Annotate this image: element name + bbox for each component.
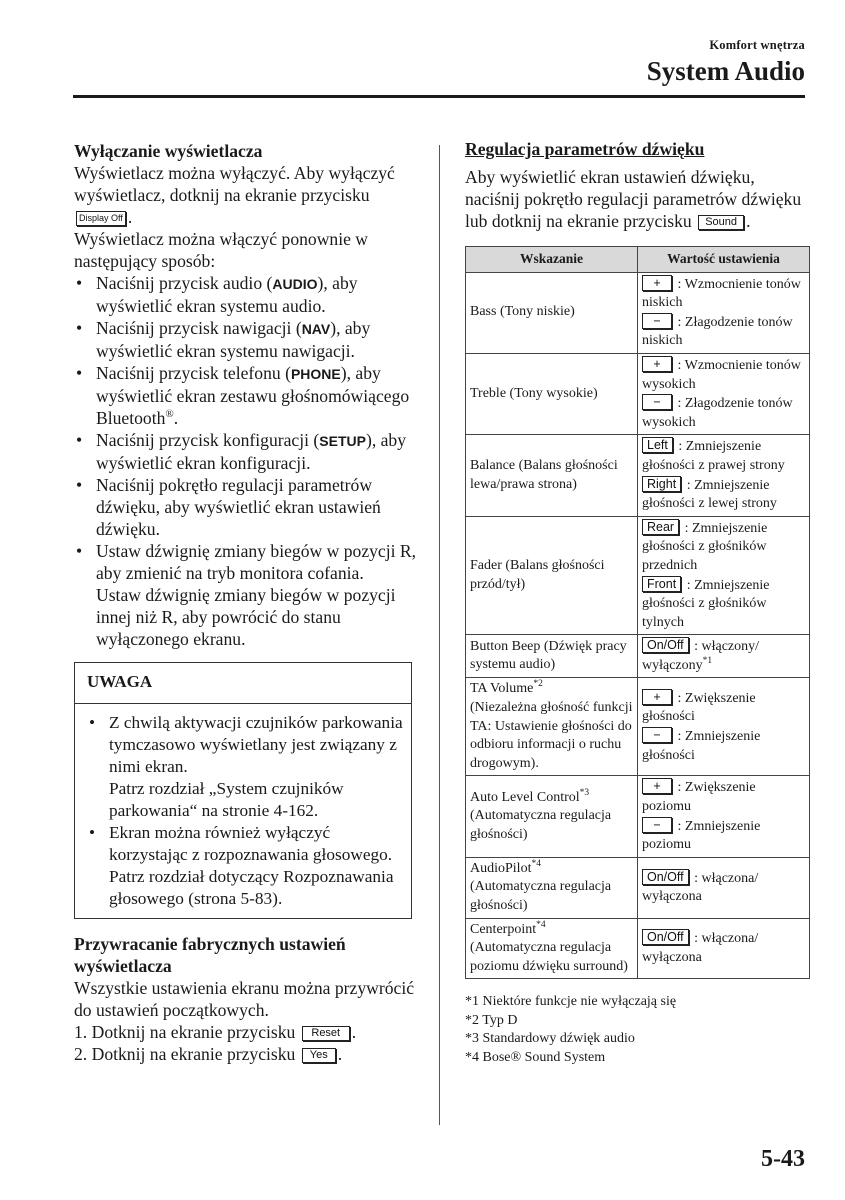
- bullet-text: Ustaw dźwignię zmiany biegów w pozycji innej niż R, aby powrócić do stanu wyłączonego ekranu.: [96, 585, 396, 649]
- table-row: [466, 678, 810, 776]
- restore-step: [74, 1021, 419, 1043]
- note-text: Ekran można również wyłączyć korzystając z rozpoznawania głosowego.: [109, 823, 393, 864]
- row-label: Fader (Balans głośności przód/tył): [466, 516, 638, 635]
- row-label-desc: (Automatyczna regulacja głośności): [470, 808, 612, 842]
- section-label: Komfort wnętrza: [709, 38, 805, 52]
- display-on-paragraph: Wyświetlacz można włączyć ponownie w następujący sposób:: [74, 229, 369, 271]
- value-text: : włączona/ wyłączona: [642, 870, 759, 905]
- step-number: 1.: [74, 1022, 88, 1042]
- display-off-text: Wyświetlacz można wyłączyć. Aby wyłączyć wyświetlacz, dotknij na ekranie przycisku: [74, 163, 395, 205]
- row-label: Bass (Tony niskie): [466, 272, 638, 353]
- bullet-text: Ustaw dźwignię zmiany biegów w pozycji R, aby zmienić na tryb monitora cofania.: [96, 541, 417, 583]
- list-item: [74, 540, 419, 650]
- table-row: [466, 516, 810, 635]
- column-header-value: Wartość ustawienia: [638, 247, 810, 273]
- table-row: [466, 857, 810, 918]
- row-label: [466, 857, 638, 918]
- left-button: Left: [642, 437, 673, 453]
- note-box: [74, 662, 412, 919]
- list-item: [74, 362, 419, 429]
- row-label-text: AudioPilot: [470, 860, 532, 876]
- minus-button: −: [642, 727, 672, 743]
- value-text: : Zmniejszenie głośności z głośników tylnych: [642, 577, 770, 630]
- row-value: [638, 857, 810, 918]
- page-number: 5-43: [761, 1146, 805, 1172]
- bullet-text: ), aby wyświetlić ekran systemu audio.: [96, 273, 358, 316]
- nav-key: NAV: [301, 321, 331, 337]
- table-row: [466, 272, 810, 353]
- value-text: : Zmniejszenie głośności z prawej strony: [642, 439, 785, 473]
- bullet-text: ), aby wyświetlić ekran systemu nawigacji.: [96, 318, 371, 361]
- rear-button: Rear: [642, 519, 679, 535]
- reset-button: Reset: [302, 1026, 350, 1041]
- step-text: Dotknij na ekranie przycisku: [91, 1044, 296, 1064]
- table-row: [466, 435, 810, 516]
- restore-heading: Przywracanie fabrycznych ustawień wyświetlacza: [74, 934, 346, 976]
- front-button: Front: [642, 576, 681, 592]
- row-value: [638, 918, 810, 979]
- bullet-text: Naciśnij przycisk nawigacji (: [96, 318, 302, 338]
- minus-button: −: [642, 313, 672, 329]
- header-rule: [73, 95, 805, 98]
- period: .: [173, 408, 179, 428]
- minus-button: −: [642, 817, 672, 833]
- footnote-marker: *3: [579, 787, 590, 798]
- display-on-methods: [74, 272, 419, 650]
- row-label-desc: (Niezależna głośność funkcji TA: Ustawienie głośności do odbioru informacji o ruchu drogowym).: [470, 700, 633, 771]
- row-label-text: Auto Level Control: [470, 789, 580, 805]
- note-list: [87, 712, 403, 910]
- footnote-marker: *2: [533, 679, 543, 690]
- sound-settings-heading: Regulacja parametrów dźwięku: [465, 139, 705, 159]
- row-label-text: TA Volume: [470, 681, 534, 697]
- row-value: [638, 678, 810, 776]
- list-item: [87, 712, 403, 822]
- right-button: Right: [642, 476, 681, 492]
- column-header-indication: Wskazanie: [466, 247, 638, 273]
- bullet-text: Naciśnij przycisk audio (: [96, 273, 273, 293]
- table-row: [466, 776, 810, 857]
- minus-button: −: [642, 394, 672, 410]
- note-title: UWAGA: [75, 663, 411, 704]
- row-label: Button Beep (Dźwięk pracy systemu audio): [466, 635, 638, 678]
- table-row: [466, 353, 810, 434]
- list-item: [87, 822, 403, 910]
- list-item: • Naciśnij pokrętło regulacji parametrów dźwięku, aby wyświetlić ekran ustawień dźwięku.: [74, 474, 419, 540]
- row-label-text: Centerpoint: [470, 921, 537, 937]
- plus-button: +: [642, 356, 672, 372]
- row-value: [638, 776, 810, 857]
- page-title: System Audio: [646, 56, 805, 86]
- period: .: [127, 207, 133, 227]
- row-label: [466, 678, 638, 776]
- period: .: [351, 1022, 357, 1042]
- on-off-button: On/Off: [642, 929, 689, 945]
- right-column: [465, 138, 810, 1067]
- value-text: : włączona/ wyłączona: [642, 931, 759, 965]
- setup-key: SETUP: [319, 433, 366, 449]
- bullet-text: ), aby wyświetlić ekran zestawu głośnomówiącego Bluetooth: [96, 363, 410, 428]
- table-row: [466, 918, 810, 979]
- period: .: [337, 1044, 343, 1064]
- registered-mark: ®: [165, 408, 174, 420]
- audio-key: AUDIO: [272, 276, 318, 292]
- row-label: [466, 776, 638, 857]
- note-reference: Patrz rozdział „System czujników parkowania“ na stronie 4-162.: [109, 779, 344, 820]
- plus-button: +: [642, 778, 672, 794]
- value-text: : Zmniejszenie poziomu: [642, 818, 761, 853]
- value-text: : Zmniejszenie głośności z głośników przednich: [642, 520, 768, 573]
- row-label-desc: (Automatyczna regulacja poziomu dźwięku surround): [470, 940, 628, 974]
- row-value: [638, 272, 810, 353]
- display-off-heading: Wyłączanie wyświetlacza: [74, 141, 263, 161]
- phone-key: PHONE: [290, 366, 341, 382]
- on-off-button: On/Off: [642, 869, 689, 885]
- left-column: [74, 140, 419, 1065]
- footnote: *3 Standardowy dźwięk audio: [465, 1031, 635, 1047]
- row-value: [638, 353, 810, 434]
- list-item: [74, 272, 419, 317]
- list-item: [74, 317, 419, 362]
- footnote: *1 Niektóre funkcje nie wyłączają się: [465, 994, 677, 1010]
- footnote-marker: *4: [536, 919, 546, 930]
- display-off-button: Display Off: [76, 211, 126, 226]
- value-text: : Zmniejszenie głośności z lewej strony: [642, 477, 777, 512]
- value-text: : Złagodzenie tonów niskich: [642, 314, 793, 349]
- value-text: : Wzmocnienie tonów wysokich: [642, 357, 801, 392]
- value-text: : włączony/ wyłączony: [642, 639, 760, 673]
- value-text: : Zwiększenie poziomu: [642, 780, 756, 815]
- bullet-text: Naciśnij przycisk konfiguracji (: [96, 430, 320, 450]
- note-reference: Patrz rozdział dotyczący Rozpoznawania głosowego (strona 5-83).: [109, 867, 394, 908]
- table-row: [466, 635, 810, 678]
- footnote-marker: *1: [702, 655, 713, 666]
- row-value: [638, 635, 810, 678]
- plus-button: +: [642, 689, 672, 705]
- plus-button: +: [642, 275, 672, 291]
- footnote: *4 Bose® Sound System: [465, 1049, 606, 1065]
- value-text: : Zwiększenie głośności: [642, 690, 756, 725]
- sound-settings-table: [465, 246, 810, 979]
- row-label: Treble (Tony wysokie): [466, 353, 638, 434]
- table-header-row: [466, 247, 810, 273]
- bullet-text: ), aby wyświetlić ekran konfiguracji.: [96, 430, 407, 473]
- note-body: [75, 704, 411, 918]
- bullet-text: Naciśnij przycisk telefonu (: [96, 363, 291, 383]
- value-text: : Zmniejszenie głośności: [642, 728, 761, 763]
- row-label-desc: (Automatyczna regulacja głośności): [470, 879, 612, 913]
- value-text: : Wzmocnienie tonów niskich: [642, 276, 801, 311]
- display-off-paragraph: [74, 162, 419, 228]
- column-divider: [439, 145, 440, 1125]
- sound-intro-text: Aby wyświetlić ekran ustawień dźwięku, naciśnij pokrętło regulacji parametrów dźwięku lub dotknij na ekranie przycisku: [465, 167, 802, 231]
- note-text: Z chwilą aktywacji czujników parkowania tymczasowo wyświetlany jest związany z nimi ekran.: [109, 713, 403, 776]
- sound-button: Sound: [698, 215, 744, 230]
- restore-step: [74, 1043, 419, 1065]
- on-off-button: On/Off: [642, 637, 689, 653]
- step-text: Dotknij na ekranie przycisku: [91, 1022, 296, 1042]
- step-number: 2.: [74, 1044, 88, 1064]
- sound-intro-paragraph: [465, 166, 810, 232]
- restore-paragraph: Wszystkie ustawienia ekranu można przywrócić do ustawień początkowych.: [74, 978, 415, 1020]
- row-value: [638, 435, 810, 516]
- yes-button: Yes: [302, 1048, 336, 1063]
- footnotes: [465, 993, 810, 1067]
- row-value: [638, 516, 810, 635]
- list-item: [74, 429, 419, 474]
- value-text: : Złagodzenie tonów wysokich: [642, 396, 793, 430]
- footnote-marker: *4: [531, 858, 541, 869]
- period: .: [746, 211, 751, 231]
- row-label: Balance (Balans głośności lewa/prawa strona): [466, 435, 638, 516]
- footnote: *2 Typ D: [465, 1012, 518, 1028]
- row-label: [466, 918, 638, 979]
